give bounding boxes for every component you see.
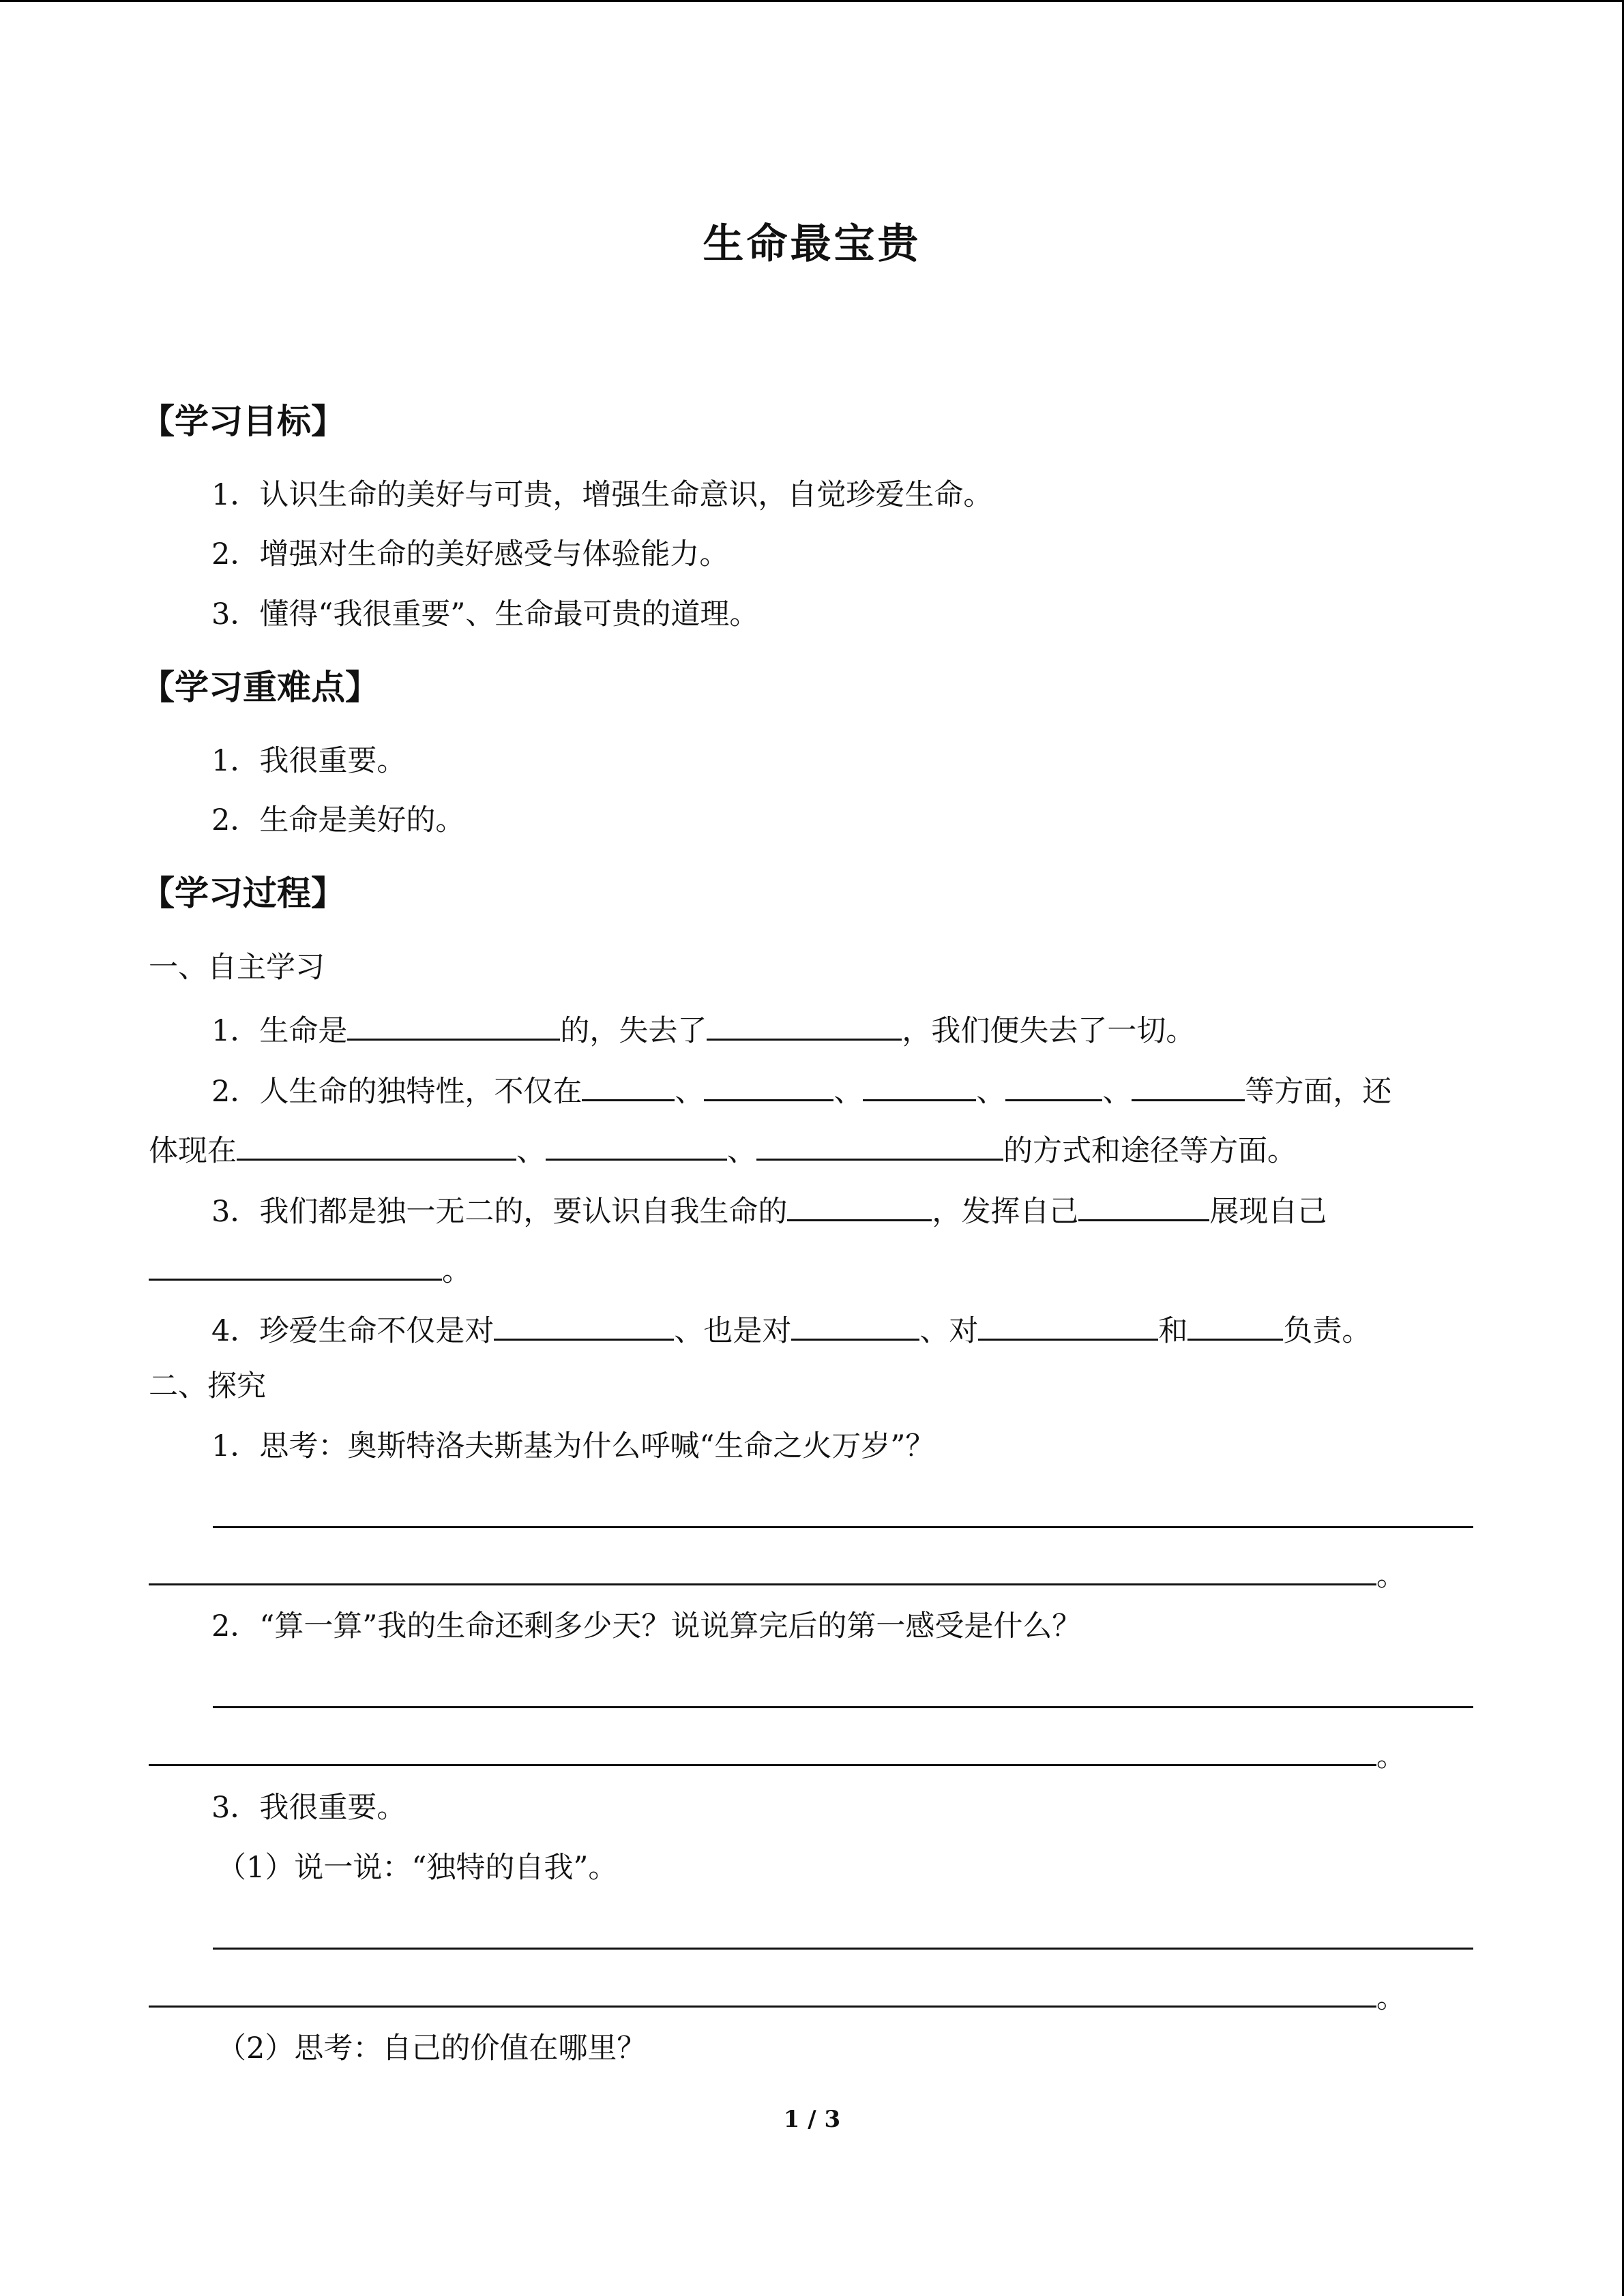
answer-blank[interactable] bbox=[494, 1313, 674, 1341]
answer-blank[interactable] bbox=[582, 1073, 675, 1101]
answer-line[interactable] bbox=[149, 1583, 1376, 1585]
answer-blank[interactable] bbox=[546, 1133, 727, 1161]
q4-text-a: 4．珍爱生命不仅是对 bbox=[211, 1314, 494, 1348]
fill-question-2-cont bbox=[149, 1133, 1297, 1166]
explore-question-3: 3．我很重要。 bbox=[211, 1791, 407, 1825]
q2-text-d: 的方式和途径等方面。 bbox=[1003, 1134, 1297, 1168]
answer-blank[interactable] bbox=[707, 1013, 902, 1041]
answer-blank[interactable] bbox=[237, 1133, 516, 1161]
objective-item: 3．懂得“我很重要”、生命最可贵的道理。 bbox=[211, 597, 759, 631]
answer-line[interactable] bbox=[213, 1948, 1473, 1950]
explore-question-2: 2．“算一算”我的生命还剩多少天？说说算完后的第一感受是什么？ bbox=[211, 1609, 1082, 1643]
answer-end-mark: 。 bbox=[1376, 1981, 1406, 2015]
fill-question-4 bbox=[211, 1313, 1371, 1346]
q2-text-b: 等方面，还 bbox=[1245, 1075, 1392, 1109]
page-title: 生命最宝贵 bbox=[703, 220, 921, 268]
separator: 、 bbox=[1102, 1075, 1132, 1109]
answer-blank[interactable] bbox=[1187, 1313, 1283, 1341]
answer-blank[interactable] bbox=[791, 1313, 919, 1341]
objective-item: 2．增强对生命的美好感受与体验能力。 bbox=[211, 537, 729, 571]
q3-text-b: ，发挥自己 bbox=[932, 1195, 1079, 1229]
key-point-item: 1．我很重要。 bbox=[211, 744, 407, 778]
q3-end: 。 bbox=[442, 1254, 471, 1288]
section-heading-objectives: 【学习目标】 bbox=[141, 402, 345, 441]
answer-blank[interactable] bbox=[863, 1073, 976, 1101]
q3-text-a: 3．我们都是独一无二的，要认识自我生命的 bbox=[211, 1195, 788, 1229]
answer-blank[interactable] bbox=[1078, 1193, 1209, 1221]
answer-line[interactable] bbox=[213, 1526, 1473, 1528]
q4-text-c: 、对 bbox=[919, 1314, 979, 1348]
answer-line[interactable] bbox=[149, 2006, 1376, 2008]
q1-text-b: 的，失去了 bbox=[560, 1014, 707, 1048]
explore-question-3-1: （1）说一说：“独特的自我”。 bbox=[217, 1851, 618, 1885]
separator: 、 bbox=[833, 1075, 863, 1109]
answer-blank[interactable] bbox=[756, 1133, 1003, 1161]
q1-text-a: 1．生命是 bbox=[211, 1014, 348, 1048]
explore-question-3-2: （2）思考：自己的价值在哪里？ bbox=[217, 2031, 647, 2066]
q1-text-c: ，我们便失去了一切。 bbox=[902, 1014, 1196, 1048]
fill-question-2 bbox=[211, 1073, 1391, 1107]
fill-question-1 bbox=[211, 1013, 1195, 1046]
answer-blank[interactable] bbox=[704, 1073, 833, 1101]
separator: 、 bbox=[976, 1075, 1006, 1109]
objective-item: 1．认识生命的美好与可贵，增强生命意识，自觉珍爱生命。 bbox=[211, 478, 993, 512]
explore-label: 二、探究 bbox=[149, 1369, 266, 1403]
q4-text-e: 负责。 bbox=[1283, 1314, 1372, 1348]
answer-line[interactable] bbox=[213, 1706, 1473, 1708]
q3-text-c: 展现自己 bbox=[1209, 1195, 1327, 1229]
q4-text-d: 和 bbox=[1158, 1314, 1188, 1348]
section-heading-key-points: 【学习重难点】 bbox=[141, 668, 379, 707]
self-study-label: 一、自主学习 bbox=[149, 951, 325, 985]
answer-end-mark: 。 bbox=[1376, 1559, 1406, 1593]
answer-blank[interactable] bbox=[978, 1313, 1158, 1341]
page-number: 1 / 3 bbox=[783, 2106, 841, 2133]
q2-text-a: 2．人生命的独特性，不仅在 bbox=[211, 1075, 582, 1109]
answer-blank[interactable] bbox=[347, 1013, 560, 1041]
section-heading-process: 【学习过程】 bbox=[141, 874, 345, 913]
answer-blank[interactable] bbox=[787, 1193, 932, 1221]
separator: 、 bbox=[727, 1134, 756, 1168]
answer-blank[interactable] bbox=[1132, 1073, 1245, 1101]
fill-question-3-cont bbox=[149, 1253, 471, 1286]
answer-blank[interactable] bbox=[149, 1253, 442, 1281]
q2-text-c: 体现在 bbox=[149, 1134, 237, 1168]
separator: 、 bbox=[675, 1075, 705, 1109]
explore-question-1: 1．思考：奥斯特洛夫斯基为什么呼喊“生命之火万岁”？ bbox=[211, 1429, 935, 1463]
separator: 、 bbox=[516, 1134, 546, 1168]
page-top-border bbox=[0, 0, 1624, 2]
fill-question-3 bbox=[211, 1193, 1327, 1227]
answer-end-mark: 。 bbox=[1376, 1740, 1406, 1774]
q4-text-b: 、也是对 bbox=[674, 1314, 792, 1348]
answer-blank[interactable] bbox=[1005, 1073, 1102, 1101]
key-point-item: 2．生命是美好的。 bbox=[211, 803, 465, 837]
answer-line[interactable] bbox=[149, 1764, 1376, 1766]
